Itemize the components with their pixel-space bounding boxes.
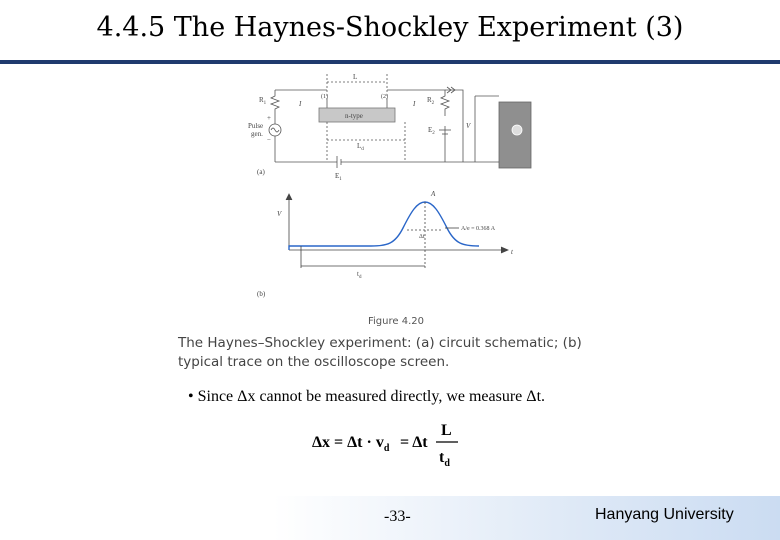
page-number: -33- <box>384 508 411 525</box>
panel-b-label: (b) <box>257 290 266 298</box>
time-axis-label: t <box>511 248 513 256</box>
contact-left-label: (1) <box>321 94 328 100</box>
plus-sign: + <box>267 114 271 122</box>
formula-denominator: $t_d$ <box>439 449 450 469</box>
v-label-circuit: V <box>466 122 471 130</box>
circuit-labels <box>248 73 471 182</box>
e2-label: $E_2$ <box>428 126 435 136</box>
footer-org: Hanyang University <box>595 506 734 523</box>
width-label: Δt <box>419 234 425 240</box>
td-label: $t_d$ <box>357 270 362 280</box>
r2-label: $R_2$ <box>427 96 435 106</box>
panel-a-label: (a) <box>257 168 265 176</box>
figure-label: Figure 4.20 <box>368 316 424 327</box>
trace-y-label: V <box>277 210 282 218</box>
formula-eq: = Δt <box>400 434 428 451</box>
title-divider <box>0 60 780 64</box>
trace-curve <box>289 202 479 250</box>
i-label-left: I <box>299 100 302 108</box>
circuit-schematic <box>269 74 531 168</box>
pulse-label: Pulse <box>248 122 264 130</box>
formula-numerator: L <box>441 422 452 439</box>
length-label: L <box>353 73 358 81</box>
peak-label: A <box>431 190 436 198</box>
gen-label: gen. <box>251 130 263 138</box>
slide-title: 4.4.5 The Haynes-Shockley Experiment (3) <box>96 12 684 43</box>
figure-caption: The Haynes–Shockley experiment: (a) circuit schematic; (b) typical trace on the oscilloscope screen. <box>178 335 582 370</box>
r1-label: $R_1$ <box>259 96 267 106</box>
formula-lhs: $\Delta x = \Delta t \cdot v_d$ <box>312 434 390 454</box>
bullet-text: • Since Δx cannot be measured directly, we measure Δt. <box>188 388 546 405</box>
bar-label: n-type <box>345 112 363 120</box>
delta-x-formula <box>312 418 472 470</box>
minus-sign: − <box>267 136 271 144</box>
e1-label: $E_1$ <box>335 172 342 182</box>
distance-label: $L_d$ <box>357 142 364 152</box>
contact-right-label: (2) <box>381 94 388 100</box>
i-label-right: I <box>413 100 416 108</box>
figure-diagram <box>245 68 545 308</box>
amplitude-annotation: A/e = 0.368 A <box>461 226 496 232</box>
